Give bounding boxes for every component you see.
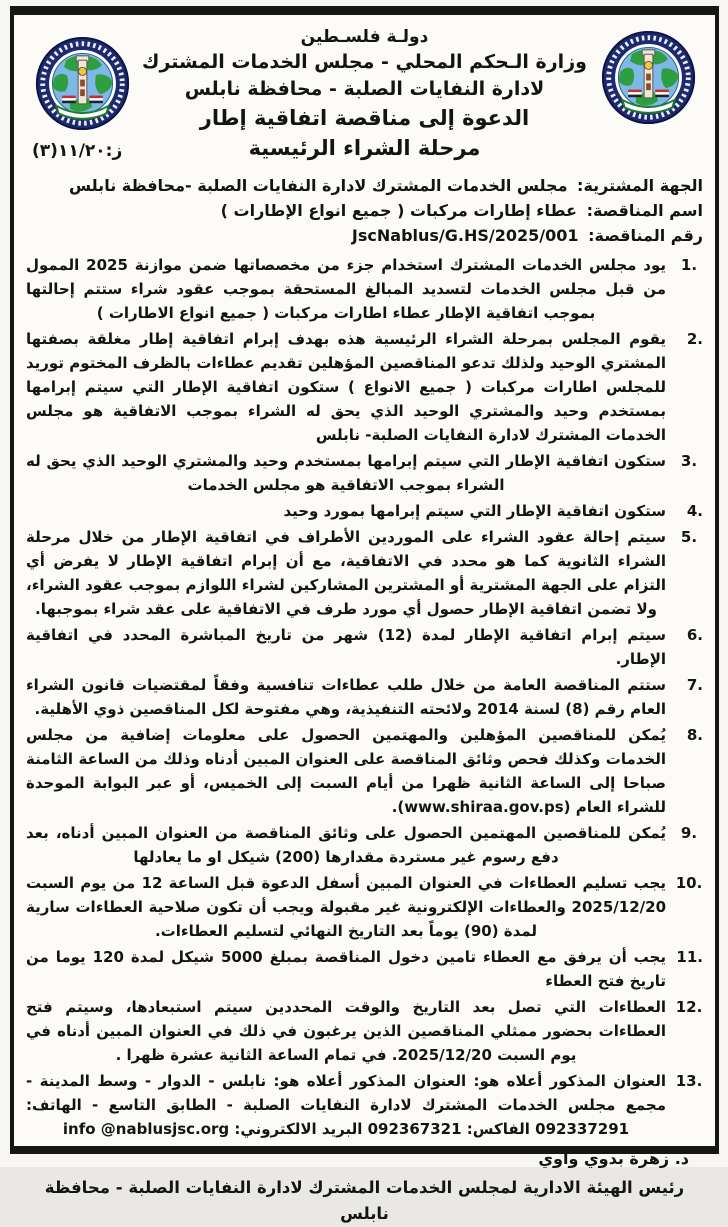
- list-item: [26, 623, 703, 671]
- list-item: [26, 723, 703, 819]
- council-emblem-icon: [34, 35, 131, 132]
- item-number: 11.: [676, 948, 703, 966]
- list-item: [26, 253, 703, 325]
- list-item: [26, 945, 703, 993]
- item-text: ستكون اتفاقية الإطار التي سيتم إبرامها بمورد وحيد: [283, 502, 666, 520]
- item-text: ستكون اتفاقية الإطار التي سيتم إبرامها بمستخدم وحيد والمشتري الوحيد الذي يحق له الشراء بموجب الاتفاقية هو مجلس الخدمات: [26, 452, 666, 494]
- item-text: يقوم المجلس بمرحلة الشراء الرئيسية هذه بهدف إبرام اتفاقية إطار مغلقة بصفتها المشتري الوحيد ولذلك تدعو المناقصين المؤهلين تقديم عطاءات بالظرف المختوم توريد للمجلس اطارات مركبات ( جميع الانواع ) ستكون اتفاقية الإطار التي سيتم إبرامها بمستخدم وحيد والمشتري الوحيد الذي يحق له الشراء بموجب الاتفاقية هو مجلس الخدمات المشترك لادارة النفايات الصلبة- نابلس: [26, 330, 666, 444]
- tender-number-value: JscNablus/G.HS/2025/001: [351, 226, 579, 245]
- item-number: 1.: [680, 256, 698, 274]
- item-text: يُمكن للمناقصين المهتمين الحصول على وثائق المناقصة من العنوان المبين أدناه، بعد دفع رسوم غير مستردة مقدارها (200) شيكل او ما يعادلها: [26, 824, 666, 866]
- list-item: [26, 821, 703, 869]
- ministry-name: وزارة الـحكم المحلي - مجلس الخدمات المشترك: [142, 51, 587, 73]
- item-number: 5.: [680, 528, 698, 546]
- item-number: 7.: [686, 676, 703, 694]
- tender-number-row: [26, 223, 703, 248]
- item-number: 10.: [675, 874, 703, 892]
- list-item: [26, 525, 703, 621]
- signature-name: د. زهرة بدوي واوي: [538, 1149, 689, 1168]
- buyer-value: مجلس الخدمات المشترك لادارة النفايات الصلبة -محافظة نابلس: [69, 176, 568, 195]
- list-item: [26, 327, 703, 447]
- item-number: 4.: [686, 502, 703, 520]
- reference-number: ز:١١/٢٠(٣): [32, 141, 123, 161]
- phase-title: مرحلة الشراء الرئيسية: [248, 136, 481, 160]
- list-item: [26, 871, 703, 943]
- council-emblem-icon: [600, 29, 697, 126]
- list-item: [26, 499, 703, 523]
- signature-title: رئيس الهيئة الادارية لمجلس الخدمات المشترك لادارة النفايات الصلبة - محافظة نابلس: [44, 1178, 685, 1223]
- item-text: يجب أن يرفق مع العطاء تامين دخول المناقصة بمبلغ 5000 شيكل لمدة 120 يوما من تاريخ فتح العطاء: [26, 948, 666, 990]
- item-number: 2.: [686, 330, 703, 348]
- item-text: يجب تسليم العطاءات في العنوان المبين أسفل الدعوة قبل الساعة 12 من يوم السبت 2025/12/20 والعطاءات الإلكترونية غير مقبولة ويجب أن تكون صلاحية العطاءات سارية لمدة (90) يوماً بعد التاريخ النهائي لتسليم العطاءات.: [26, 874, 666, 940]
- tender-conditions-list: [26, 253, 703, 1141]
- item-number: 9.: [680, 824, 698, 842]
- tender-name-value: عطاء إطارات مركبات ( جميع انواع الإطارات ): [220, 201, 577, 220]
- buyer-label: الجهة المشترية:: [577, 176, 703, 195]
- state-name: دولـة فلسـطين: [300, 27, 429, 47]
- list-item: [26, 449, 703, 497]
- item-number: 13.: [675, 1072, 703, 1090]
- item-text: العطاءات التي تصل بعد التاريخ والوقت المحددين سيتم استبعادها، وسيتم فتح العطاءات بحضور ممثلي المناقصين الذين يرغبون في ذلك في العنوان المبين أدناه في يوم السبت 2025/12/20. في تمام الساعة الثانية عشرة ظهرا .: [26, 998, 666, 1064]
- tender-name-label: اسم المناقصة:: [586, 201, 703, 220]
- item-text: سيتم إحالة عقود الشراء على الموردين الأطراف في اتفاقية الإطار من خلال مرحلة الشراء الثانوية كما هو محدد في الاتفاقية، مع أن إبرام اتفاقية الإطار لا يفرض أي التزام على الجهة المشترية أو المشترين المشاركين لشراء اللوازم بموجب عقود الشراء، ولا تضمن اتفاقية الإطار حصول أي مورد طرف في الاتفاقية على عقد شراء بموجبها.: [26, 528, 666, 618]
- item-text: يود مجلس الخدمات المشترك استخدام جزء من مخصصاتها ضمن موازنة 2025 الممول من قبل مجلس الخدمات لتسديد المبالغ المستحقة بموجب عقود شراء ستتم إحالتها بموجب اتفاقية الإطار عطاء اطارات مركبات ( جميع انواع الاطارات ): [26, 256, 666, 322]
- council-name: لادارة النفايات الصلبة - محافظة نابلس: [184, 78, 545, 100]
- item-text: سيتم إبرام اتفاقية الإطار لمدة (12) شهر من تاريخ المباشرة المحدد في اتفاقية الإطار.: [26, 626, 667, 668]
- buyer-row: [26, 173, 703, 198]
- tender-name-row: [26, 198, 703, 223]
- item-number: 12.: [675, 998, 703, 1016]
- item-number: 8.: [686, 726, 703, 744]
- tender-meta: [26, 173, 703, 248]
- list-item: [26, 995, 703, 1067]
- item-number: 3.: [680, 452, 698, 470]
- page-frame: [10, 6, 719, 1223]
- item-text: يُمكن للمناقصين المؤهلين والمهتمين الحصول على معلومات إضافية من مجلس الخدمات وكذلك فحص وثائق المناقصة على العنوان المبين أدناه وذلك من الساعة الثامنة صباحا إلى الساعة الثانية ظهرا من أيام السبت إلى الخميس، أو عبر البوابة الموحدة للشراء العام (www.shiraa.gov.ps).: [26, 726, 666, 816]
- item-number: 6.: [686, 626, 704, 644]
- tender-number-label: رقم المناقصة:: [588, 226, 703, 245]
- invitation-title: الدعوة إلى مناقصة اتفاقية إطار: [199, 106, 530, 130]
- list-item: [26, 1069, 703, 1141]
- list-item: [26, 673, 703, 721]
- signature-block: [26, 1147, 703, 1227]
- notice-header: [26, 21, 703, 171]
- item-text: العنوان المذكور أعلاه هو: العنوان المذكور أعلاه هو: نابلس - الدوار - وسط المدينة - مجمع مجلس الخدمات المشترك لادارة النفايات الصلبة - الطابق التاسع - الهاتف: 092337291 الفاكس: 092367321 البريد الالكتروني: info @nablusjsc.org: [26, 1072, 666, 1138]
- item-text: ستتم المناقصة العامة من خلال طلب عطاءات تنافسية وفقاً لمقتضيات قانون الشراء العام رقم (8) لسنة 2014 ولائحته التنفيذية، وهي مفتوحة لكل المناقصين ذوي الأهلية.: [26, 676, 666, 718]
